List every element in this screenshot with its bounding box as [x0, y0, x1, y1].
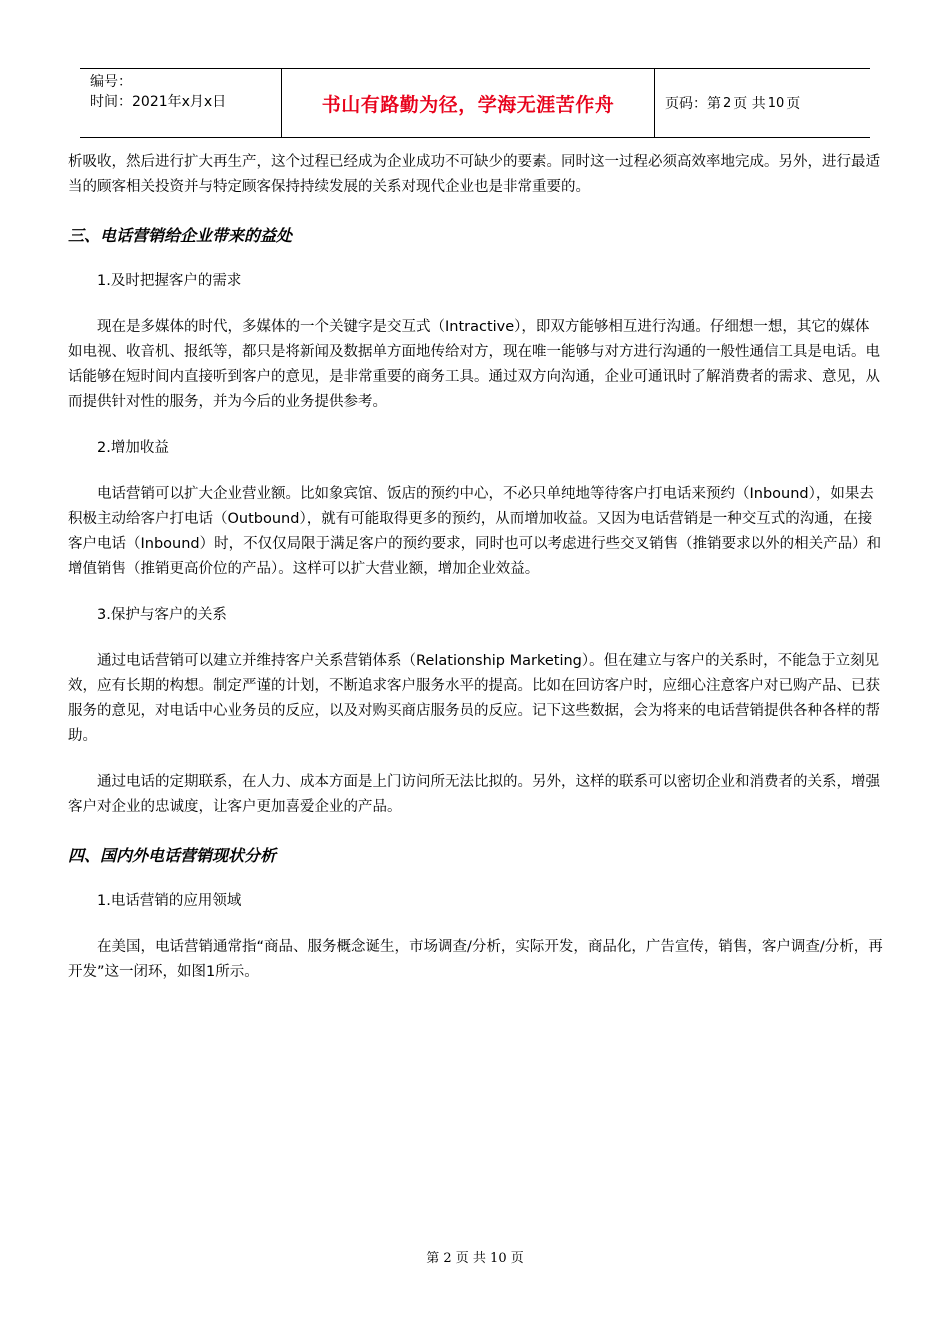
document-body — [68, 150, 883, 985]
subsection-3-1-title: 1.及时把握客户的需求 — [97, 273, 242, 289]
page-label-suffix: 页 — [786, 96, 801, 112]
page-current: 2 — [723, 95, 732, 111]
number-label: 编号： — [90, 74, 132, 90]
subsection-3-3-paragraph-1: 通过电话营销可以建立并维持客户关系营销体系（Relationship Marketing）。但在建立与客户的关系时，不能急于立刻见效，应有长期的构想。制定严谨的计划，不断追求客户服务水平的提高。比如在回访客户时，应细心注意客户对已购产品、已获服务的意见，对电话中心业务员的反应，以及对购买商店服务员的反应。记下这些数据，会为将来的电话营销提供各种各样的帮助。 — [68, 653, 880, 744]
subsection-4-1-title: 1.电话营销的应用领域 — [97, 893, 242, 909]
header-motto-cell — [282, 69, 655, 137]
time-label: 时间：2021年x月x日 — [90, 94, 227, 110]
header-page-cell — [655, 69, 870, 137]
page-header — [80, 68, 870, 138]
subsection-3-3-title: 3.保护与客户的关系 — [97, 607, 227, 623]
subsection-3-3-paragraph-2: 通过电话的定期联系，在人力、成本方面是上门访问所无法比拟的。另外，这样的联系可以密切企业和消费者的关系，增强客户对企业的忠诚度，让客户更加喜爱企业的产品。 — [68, 774, 880, 815]
page-label-mid: 页 共 — [733, 96, 766, 112]
header-meta-cell — [80, 69, 282, 137]
subsection-4-1-paragraph: 在美国，电话营销通常指“商品、服务概念诞生，市场调查/分析，实际开发，商品化，广告宣传，销售，客户调查/分析，再开发”这一闭环，如图1所示。 — [68, 939, 883, 980]
subsection-3-1-paragraph: 现在是多媒体的时代，多媒体的一个关键字是交互式（Intractive），即双方能够相互进行沟通。仔细想一想，其它的媒体如电视、收音机、报纸等，都只是将新闻及数据单方面地传给对方，现在唯一能够与对方进行沟通的一般性通信工具是电话。电话能够在短时间内直接听到客户的意见，是非常重要的商务工具。通过双方向沟通，企业可通讯时了解消费者的需求、意见，从而提供针对性的服务，并为今后的业务提供参考。 — [68, 319, 880, 410]
subsection-3-2-title: 2.增加收益 — [97, 440, 169, 456]
page-total: 10 — [767, 95, 785, 111]
section-4-title: 四、国内外电话营销现状分析 — [68, 846, 277, 865]
page-footer — [0, 1247, 950, 1266]
page-label-prefix: 页码：第 — [665, 96, 721, 112]
footer-page-number: 第 2 页 共 10 页 — [426, 1251, 524, 1266]
intro-paragraph: 析吸收，然后进行扩大再生产，这个过程已经成为企业成功不可缺少的要素。同时这一过程必须高效率地完成。另外，进行最适当的顾客相关投资并与特定顾客保持持续发展的关系对现代企业也是非常重要的。 — [68, 154, 880, 195]
subsection-3-2-paragraph: 电话营销可以扩大企业营业额。比如象宾馆、饭店的预约中心，不必只单纯地等待客户打电话来预约（Inbound），如果去积极主动给客户打电话（Outbound），就有可能取得更多的预约，从而增加收益。又因为电话营销是一种交互式的沟通，在接客户电话（Inbound）时，不仅仅局限于满足客户的预约要求，同时也可以考虑进行些交叉销售（推销要求以外的相关产品）和增值销售（推销更高价位的产品）。这样可以扩大营业额，增加企业效益。 — [68, 486, 882, 577]
motto-text: 书山有路勤为径，学海无涯苦作舟 — [321, 93, 615, 116]
section-3-title: 三、电话营销给企业带来的益处 — [68, 226, 293, 245]
